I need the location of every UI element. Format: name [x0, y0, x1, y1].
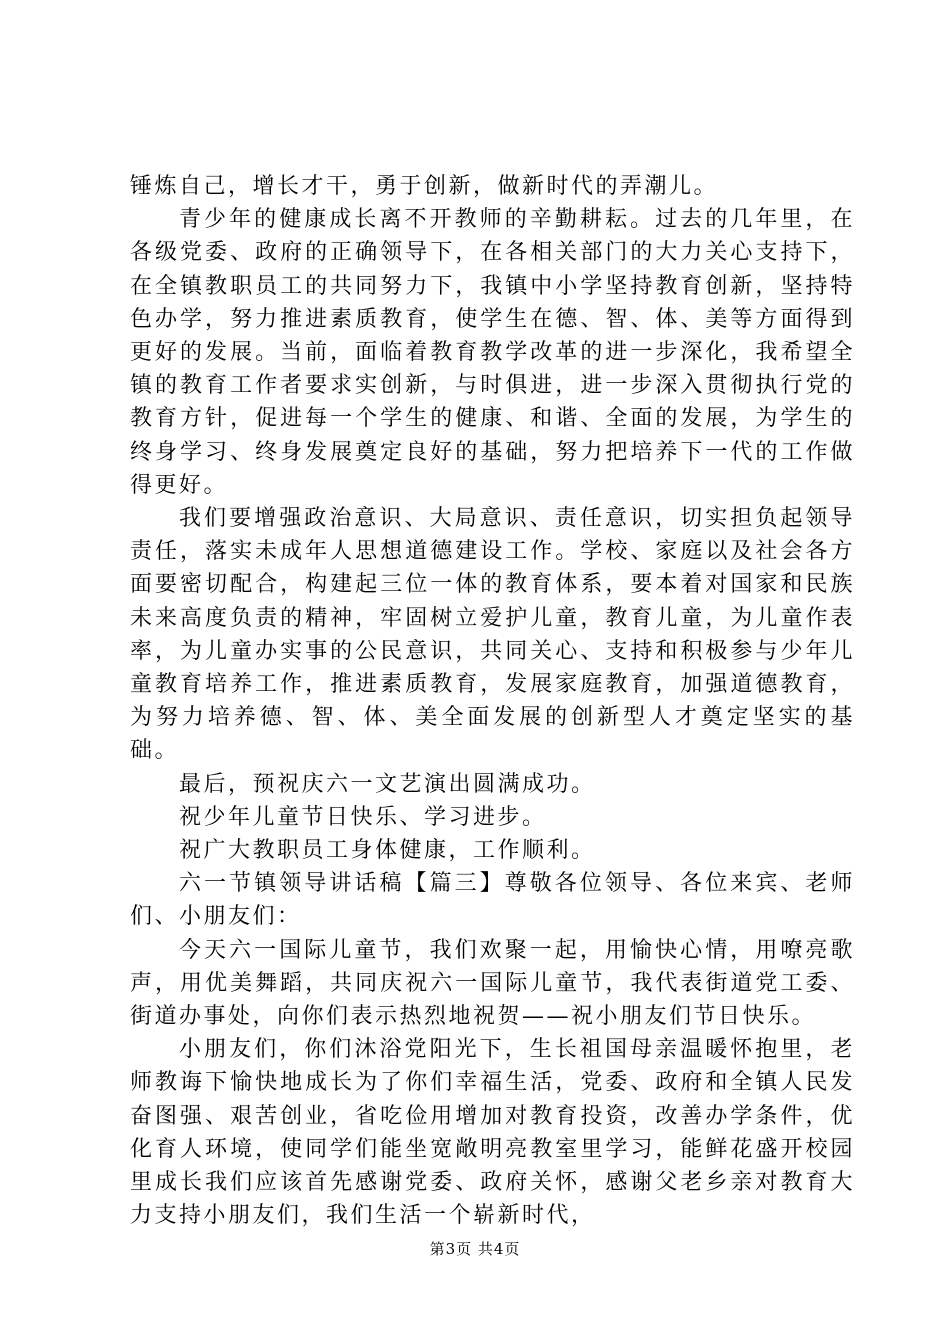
paragraph: 今天六一国际儿童节，我们欢聚一起，用愉快心情，用嘹亮歌声，用优美舞蹈，共同庆祝六一国际儿童节，我代表街道党工委、街道办事处，向你们表示热烈地祝贺——祝小朋友们节日快乐。 [130, 937, 855, 1030]
paragraph: 祝少年儿童节日快乐、学习进步。 [179, 804, 547, 830]
paragraph: 祝广大教职员工身体健康，工作顺利。 [179, 838, 596, 864]
document-body [130, 170, 855, 1233]
section-heading-paragraph: 六一节镇领导讲话稿【篇三】尊敬各位领导、各位来宾、老师们、小朋友们： [130, 871, 855, 930]
page-number: 第3页 共4页 [429, 1240, 521, 1258]
paragraph: 锤炼自己，增长才干，勇于创新，做新时代的弄潮儿。 [130, 174, 719, 199]
paragraph: 青少年的健康成长离不开教师的辛勤耕耘。过去的几年里，在各级党委、政府的正确领导下，在各相关部门的大力关心支持下，在全镇教职员工的共同努力下，我镇中小学坚持教育创新，坚持特色办学，努力推进素质教育，使学生在德、智、体、美等方面得到更好的发展。当前，面临着教育教学改革的进一步深化，我希望全镇的教育工作者要求实创新，与时俱进，进一步深入贯彻执行党的教育方针，促进每一个学生的健康、和谐、全面的发展，为学生的终身学习、终身发展奠定良好的基础，努力把培养下一代的工作做得更好。 [130, 207, 855, 498]
paragraph: 我们要增强政治意识、大局意识、责任意识，切实担负起领导责任，落实未成年人思想道德建设工作。学校、家庭以及社会各方面要密切配合，构建起三位一体的教育体系，要本着对国家和民族未来高度负责的精神，牢固树立爱护儿童，教育儿童，为儿童作表率，为儿童办实事的公民意识，共同关心、支持和积极参与少年儿童教育培养工作，推进素质教育，发展家庭教育，加强道德教育，为努力培养德、智、体、美全面发展的创新型人才奠定坚实的基础。 [130, 506, 855, 764]
paragraph: 最后，预祝庆六一文艺演出圆满成功。 [179, 771, 596, 797]
paragraph: 小朋友们，你们沐浴党阳光下，生长祖国母亲温暖怀抱里，老师教诲下愉快地成长为了你们幸福生活，党委、政府和全镇人民发奋图强、艰苦创业，省吃俭用增加对教育投资，改善办学条件，优化育人环境，使同学们能坐宽敞明亮教室里学习，能鲜花盛开校园里成长我们应该首先感谢党委、政府关怀，感谢父老乡亲对教育大力支持小朋友们，我们生活一个崭新时代， [130, 1037, 855, 1229]
